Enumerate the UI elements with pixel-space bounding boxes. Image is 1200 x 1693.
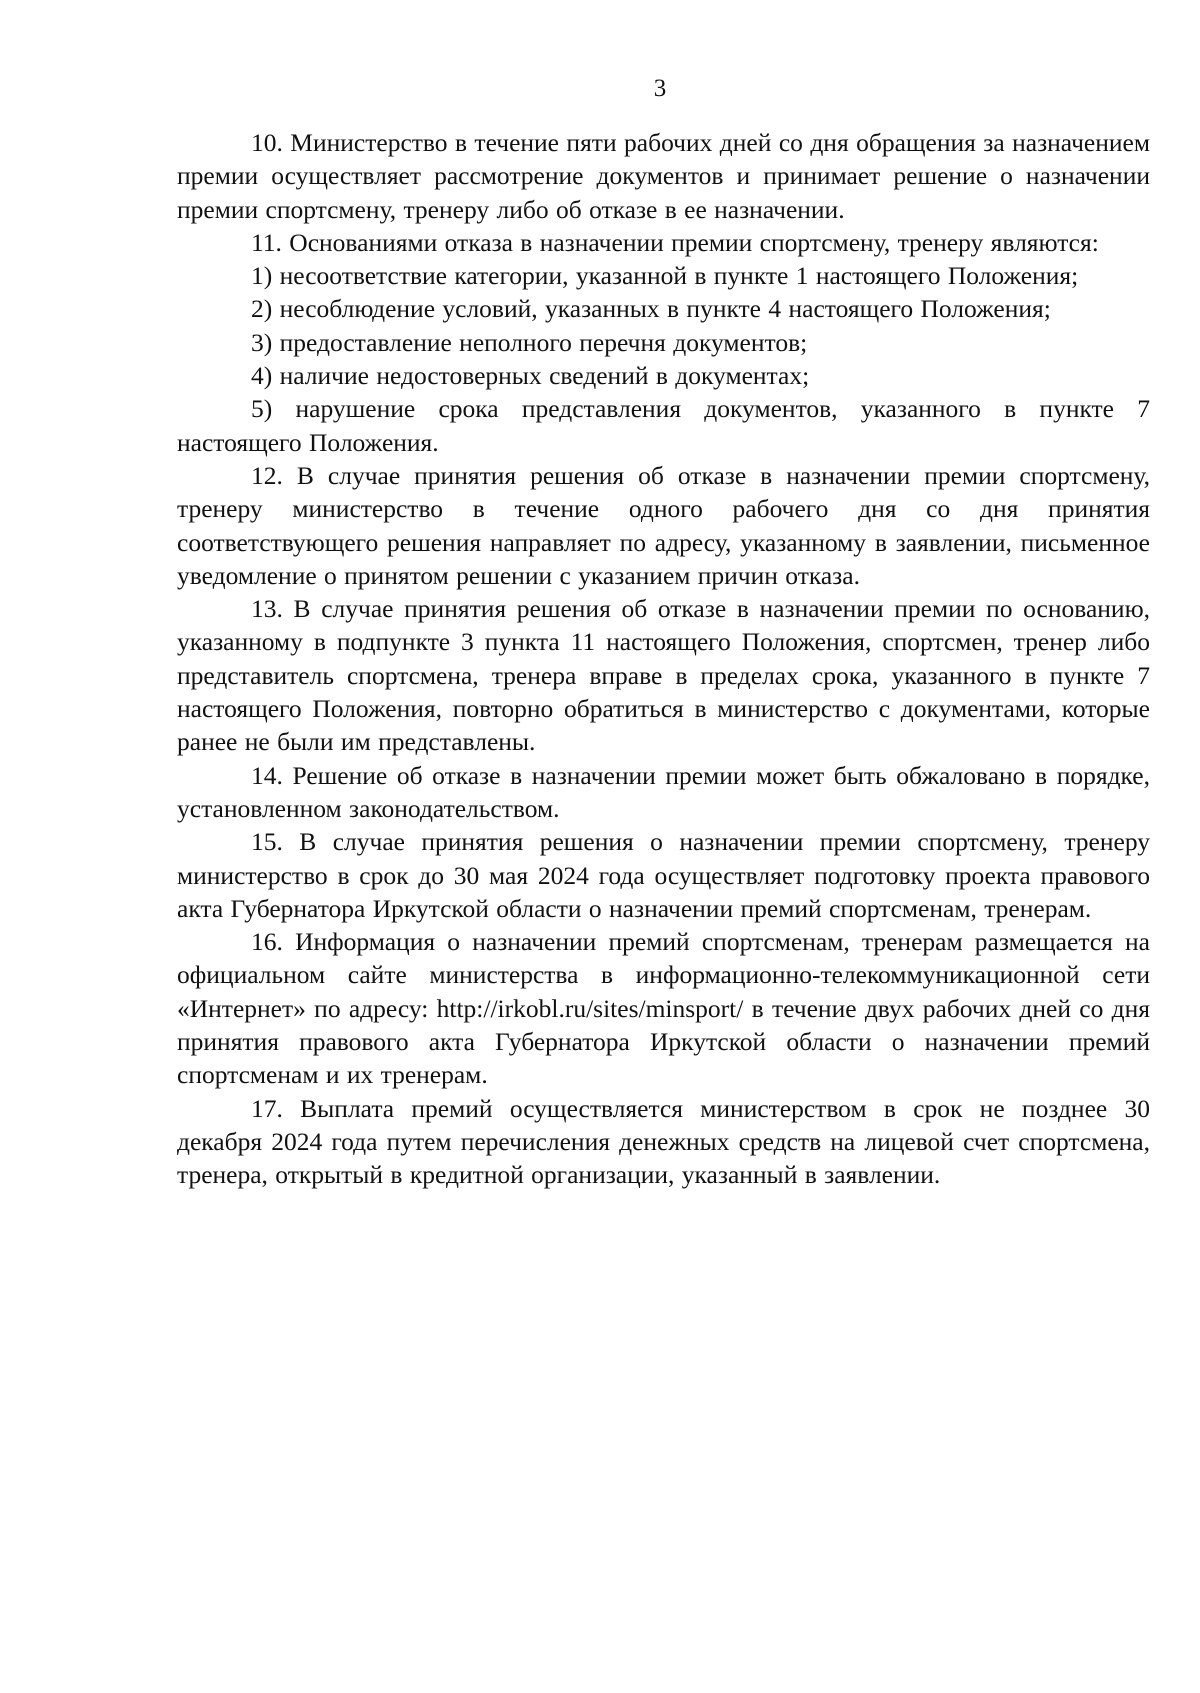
paragraph-15: 15. В случае принятия решения о назначении премии спортсмену, тренеру министерство в срок до 30 мая 2024 года осуществляет подготовку проекта правового акта Губернатора Иркутской области о назначении премий спортсменам, тренерам.: [177, 827, 1150, 923]
paragraph-16-text-start: 16. Информация о назначении премий спортсменам, тренерам размещается на официальном сайте министерства в информационно-телекоммуникационной сети «Интернет» по адресу:: [177, 927, 1150, 1023]
paragraph-13: 13. В случае принятия решения об отказе в назначении премии по основанию, указанному в подпункте 3 пункта 11 настоящего Положения, спортсмен, тренер либо представитель спортсмена, тренера вправе в пределах срока, указанного в пункте 7 настоящего Положения, повторно обратиться в министерство с документами, которые ранее не были им представлены.: [177, 594, 1150, 757]
paragraph-11: 11. Основаниями отказа в назначении премии спортсмену, тренеру являются:: [251, 227, 1099, 257]
page-number: 3: [653, 75, 667, 102]
paragraph-16: [177, 925, 1150, 1091]
list-item-11-5: 5) нарушение срока представления документов, указанного в пункте 7 настоящего Положения.: [177, 394, 1150, 457]
paragraph-12: 12. В случае принятия решения об отказе в назначении премии спортсмену, тренеру министерство в течение одного рабочего дня со дня принятия соответствующего решения направляет по адресу, указанному в заявлении, письменное уведомление о принятом решении с указанием причин отказа.: [177, 460, 1150, 590]
list-item-11-3: 3) предоставление неполного перечня документов;: [251, 327, 808, 357]
paragraph-17: 17. Выплата премий осуществляется министерством в срок не позднее 30 декабря 2024 года путем перечисления денежных средств на лицевой счет спортсмена, тренера, открытый в кредитной организации, указанный в заявлении.: [177, 1093, 1150, 1190]
paragraph-14: 14. Решение об отказе в назначении премии может быть обжаловано в порядке, установленном законодательством.: [177, 760, 1150, 823]
document-body: [177, 126, 1150, 1192]
list-item-11-1: 1) несоответствие категории, указанной в пункте 1 настоящего Положения;: [251, 261, 1079, 291]
list-item-11-2: 2) несоблюдение условий, указанных в пункте 4 настоящего Положения;: [251, 294, 1051, 324]
paragraph-10: 10. Министерство в течение пяти рабочих дней со дня обращения за назначением премии осуществляет рассмотрение документов и принимает решение о назначении премии спортсмену, тренеру либо об отказе в ее назначении.: [177, 128, 1150, 224]
list-item-11-4: 4) наличие недостоверных сведений в документах;: [251, 361, 810, 391]
ministry-website-url: http://irkobl.ru/sites/minsport/: [436, 993, 744, 1023]
paragraph-16-text-end: в течение двух рабочих дней со дня принятия правового акта Губернатора Иркутской области о назначении премий спортсменам и их тренерам.: [177, 993, 1150, 1090]
